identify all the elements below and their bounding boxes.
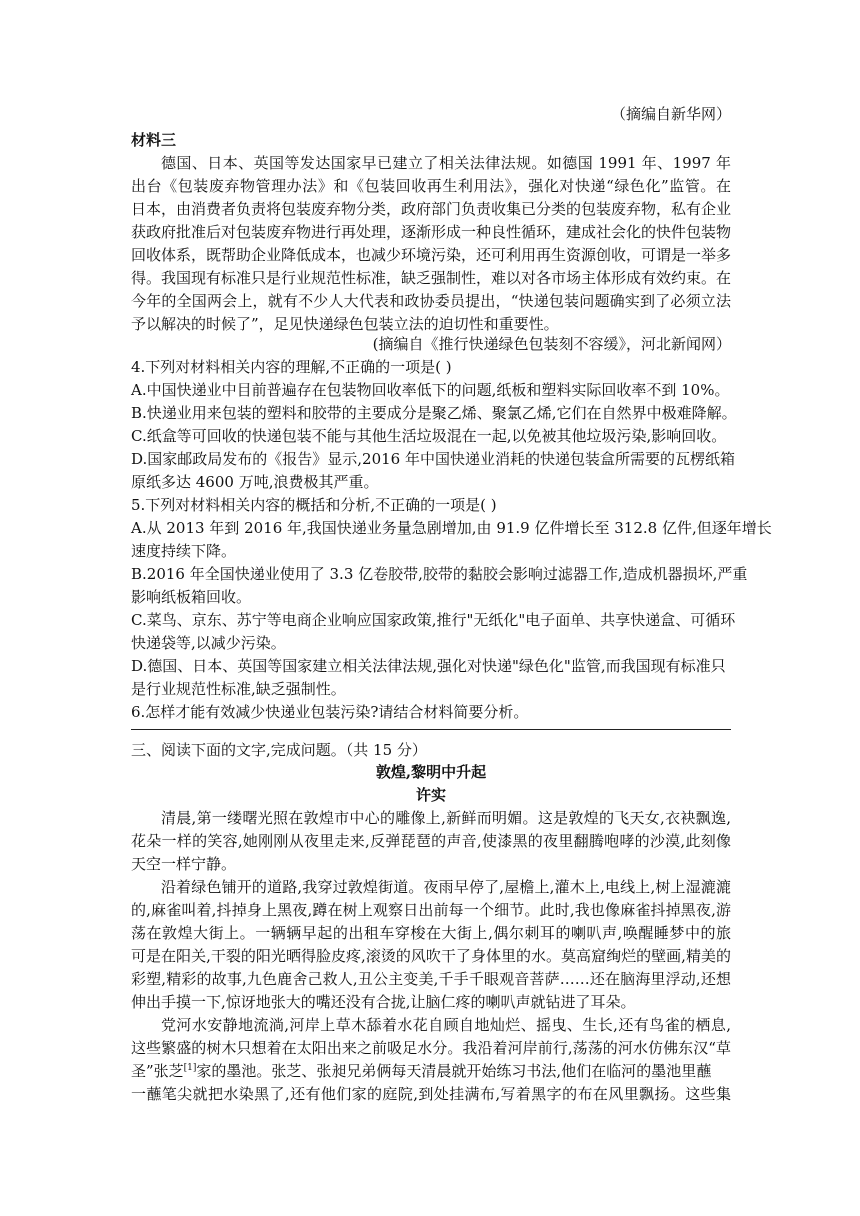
question-5-option-b: B.2016 年全国快递业使用了 3.3 亿卷胶带,胶带的黏胶会影响过滤器工作,造成机器损坏,严重	[131, 565, 748, 583]
question-5-option-c-cont: 快递袋等,以减少污染。	[131, 634, 286, 652]
paragraph-line: 今年的全国两会上，就有不少人大代表和政协委员提出，“快递包装问题确实到了必须立法	[131, 292, 731, 310]
material-3-heading: 材料三	[131, 131, 177, 149]
article-line: 一蘸笔尖就把水染黑了,还有他们家的庭院,到处挂满布,写着黑字的布在风里飘扬。这些集	[131, 1085, 731, 1103]
paragraph-line: 出台《包装废弃物管理办法》和《包装回收再生利用法》，强化对快递“绿色化”监管。在	[131, 177, 731, 195]
source-hebei: (摘编自《推行快递绿色包装刻不容缓》，河北新闻网）	[372, 335, 731, 353]
article-line: 党河水安静地流淌,河岸上草木舔着水花自顾自地灿烂、摇曳、生长,还有鸟雀的栖息,	[161, 1016, 731, 1034]
paragraph-line: 日本，由消费者负责将包装废弃物分类，政府部门负责收集已分类的包装废弃物，私有企业	[131, 200, 731, 218]
article-line: 这些繁盛的树木只想着在太阳出来之前吸足水分。我沿着河岸前行,荡荡的河水仿佛东汉“草	[131, 1039, 731, 1057]
article-text: 家的墨池。张芝、张昶兄弟俩每天清晨就开始练习书法,他们在临河的墨池里蘸	[196, 1062, 712, 1080]
question-4-option-b: B.快递业用来包装的塑料和胶带的主要成分是聚乙烯、聚氯乙烯,它们在自然界中极难降解。	[131, 404, 737, 422]
article-line: 伸出手摸一下,惊讶地张大的嘴还没有合拢,让脑仁疼的喇叭声就钻进了耳朵。	[131, 993, 636, 1011]
article-line: 花朵一样的笑容,她刚刚从夜里走来,反弹琵琶的声音,使漆黑的夜里翻腾咆哮的沙漠,此刻像	[131, 832, 731, 850]
article-line-with-footnote	[131, 1061, 731, 1081]
question-5-option-c: C.菜鸟、京东、苏宁等电商企业响应国家政策,推行"无纸化"电子面单、共享快递盒、可循环	[131, 611, 736, 629]
article-line: 天空一样宁静。	[131, 855, 237, 873]
question-5-stem: 5.下列对材料相关内容的概括和分析,不正确的一项是( )	[131, 496, 497, 514]
question-5-option-b-cont: 影响纸板箱回收。	[131, 588, 252, 606]
paragraph-line: 得。我国现有标准只是行业规范性标准，缺乏强制性，难以对各市场主体形成有效约束。在	[131, 269, 731, 287]
paragraph-line: 予以解决的时候了”，足见快递绿色包装立法的迫切性和重要性。	[131, 315, 559, 333]
section-divider	[131, 729, 731, 730]
paragraph-line: 获政府批准后对包装废弃物进行再处理，逐渐形成一种良性循环，建成社会化的快件包装物	[131, 223, 731, 241]
question-5-option-a: A.从 2013 年到 2016 年,我国快递业务量急剧增加,由 91.9 亿件增长至 312.8 亿件,但逐年增长	[131, 519, 772, 537]
article-author: 许实	[415, 786, 446, 804]
article-text: 圣”张芝	[131, 1062, 184, 1080]
section-3-heading: 三、阅读下面的文字,完成问题。（共 15 分）	[131, 741, 427, 759]
question-5-option-a-cont: 速度持续下降。	[131, 542, 237, 560]
footnote-mark: [1]	[183, 1063, 197, 1073]
article-title: 敦煌,黎明中升起	[375, 763, 487, 781]
article-line: 彩塑,精彩的故事,九色鹿舍己救人,丑公主变美,千手千眼观音菩萨……还在脑海里浮动,还想	[131, 970, 731, 988]
question-4-option-c: C.纸盒等可回收的快递包装不能与其他生活垃圾混在一起,以免被其他垃圾污染,影响回收。	[131, 427, 727, 445]
paragraph-line: 德国、日本、英国等发达国家早已建立了相关法律法规。如德国 1991 年、1997 年	[161, 154, 731, 172]
question-5-option-d-cont: 是行业规范性标准,缺乏强制性。	[131, 680, 346, 698]
question-4-option-d: D.国家邮政局发布的《报告》显示,2016 年中国快递业消耗的快递包装盒所需要的瓦楞纸箱	[131, 450, 735, 468]
question-5-option-d: D.德国、日本、英国等国家建立相关法律法规,强化对快递"绿色化"监管,而我国现有标准只	[131, 657, 726, 675]
article-line: 荡在敦煌大街上。一辆辆早起的出租车穿梭在大街上,偶尔刺耳的喇叭声,唤醒睡梦中的旅	[131, 924, 731, 942]
paragraph-line: 回收体系，既帮助企业降低成本，也减少环境污染，还可利用再生资源创收，可谓是一举多	[131, 246, 731, 264]
source-xinhua: （摘编自新华网）	[610, 105, 731, 123]
question-4-stem: 4.下列对材料相关内容的理解,不正确的一项是( )	[131, 358, 452, 376]
article-line: 清晨,第一缕曙光照在敦煌市中心的雕像上,新鲜而明媚。这是敦煌的飞天女,衣袂飘逸,	[161, 809, 731, 827]
question-6: 6.怎样才能有效减少快递业包装污染?请结合材料简要分析。	[131, 703, 529, 721]
question-4-option-d-cont: 原纸多达 4600 万吨,浪费极其严重。	[131, 473, 379, 491]
article-line: 的,麻雀叫着,抖掉身上黑夜,蹲在树上观察日出前每一个细节。此时,我也像麻雀抖掉黑夜,游	[131, 901, 731, 919]
article-line: 可是在阳关,干裂的阳光晒得脸皮疼,滚烫的风吹干了身体里的水。莫高窟绚烂的壁画,精美的	[131, 947, 731, 965]
article-line: 沿着绿色铺开的道路,我穿过敦煌街道。夜雨早停了,屋檐上,灌木上,电线上,树上湿漉漉	[161, 878, 731, 896]
question-4-option-a: A.中国快递业中目前普遍存在包装物回收率低下的问题,纸板和塑料实际回收率不到 10%。	[131, 381, 730, 399]
